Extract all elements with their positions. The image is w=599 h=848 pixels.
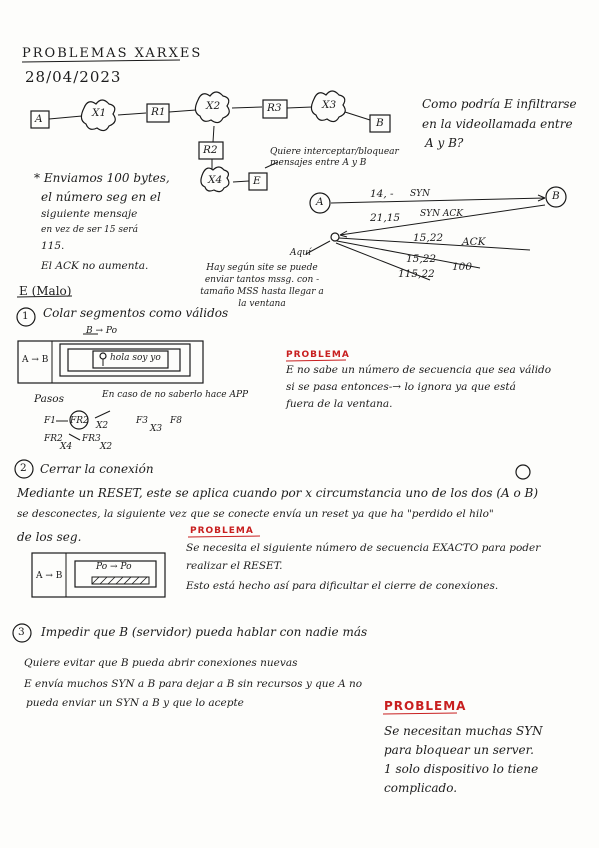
s3-text-2: E envía muchos SYN a B para dejar a B sin recursos y que A no <box>24 678 363 690</box>
s1-flow-fr2b: FR2 <box>44 434 63 444</box>
s2-problem-line-1: Se necesita el siguiente número de secuencia EXACTO para poder <box>186 542 541 554</box>
msg-data-bytes: 100 <box>452 261 473 273</box>
msg-synack-label: SYN ACK <box>420 209 463 219</box>
s1-flow-fr2: FR2 <box>70 416 89 426</box>
msg-data-seq: 15,22 <box>406 253 437 265</box>
s2-text-3: de los seg. <box>17 530 82 544</box>
s2-text-2: se desconectes, la siguiente vez que se conecte envía un reset ya que ha "perdido el hilo" <box>17 508 494 520</box>
s1-flow-f1: F1 <box>44 416 56 426</box>
node-a-label: A <box>35 113 43 125</box>
intercept-note: Quiere interceptar/bloquear mensajes entre A y B <box>270 147 399 168</box>
question-line-1: Como podría E infiltrarse <box>422 97 577 111</box>
msg-syn-seq: 14, - <box>370 188 394 200</box>
s2-diagram-popo: Po → Po <box>96 562 132 572</box>
msg-syn-label: SYN <box>410 189 430 199</box>
s1-flow-x2b: X2 <box>100 442 113 452</box>
s1-flow-f8: F8 <box>170 416 182 426</box>
s1-problem-line-1: E no sabe un número de secuencia que sea válido <box>286 364 552 376</box>
s2-problem-line-2: realizar el RESET. <box>186 560 283 572</box>
s1-flow-fr3: FR3 <box>82 434 101 444</box>
s2-title: Cerrar la conexión <box>40 462 154 476</box>
seq-note-6: El ACK no aumenta. <box>41 260 149 272</box>
s3-text-1: Quiere evitar que B pueda abrir conexiones nuevas <box>24 657 298 669</box>
node-x3-label: X3 <box>322 99 337 111</box>
note-ventana: Hay según site se puede enviar tantos mssg. con -tamaño MSS hasta llegar a la ventana <box>200 263 324 309</box>
msg-next-seq: 115,22 <box>398 268 435 280</box>
s1-flow-f3: F3 <box>136 416 148 426</box>
s1-title: Colar segmentos como válidos <box>43 306 229 320</box>
s3-problem-line-2: para bloquear un server. <box>384 743 534 757</box>
question-line-3: A y B? <box>425 136 464 150</box>
s3-problem-label: PROBLEMA <box>384 699 467 713</box>
s2-problem-label: PROBLEMA <box>190 526 254 536</box>
s1-number: 1 <box>22 310 29 322</box>
node-r2-label: R2 <box>203 144 218 156</box>
section-title: E (Malo) <box>19 284 72 298</box>
s2-text-1: Mediante un RESET, este se aplica cuando por x circumstancia uno de los dos (A o B) <box>17 486 539 500</box>
s3-title: Impedir que B (servidor) pueda hablar con nadie más <box>41 625 368 639</box>
s1-pasos: Pasos <box>34 393 64 405</box>
s1-pasos-note: En caso de no saberlo hace APP <box>102 390 249 400</box>
s1-diagram-bpo: B → Po <box>86 326 117 336</box>
node-r1-label: R1 <box>151 106 166 118</box>
node-x1-label: X1 <box>92 107 107 119</box>
seq-note-3: siguiente mensaje <box>41 208 138 220</box>
endpoint-a-label: A <box>316 196 324 208</box>
seq-note-1: * Enviamos 100 bytes, <box>34 171 170 185</box>
s3-text-3: pueda enviar un SYN a B y que lo acepte <box>26 697 244 709</box>
msg-synack-seq: 21,15 <box>370 212 401 224</box>
node-e-label: E <box>253 175 261 187</box>
msg-ack-label: ACK <box>462 236 486 248</box>
node-b-label: B <box>376 117 384 129</box>
node-r3-label: R3 <box>267 102 282 114</box>
seq-note-4: en vez de ser 15 será <box>41 225 138 235</box>
page-title: PROBLEMAS XARXES <box>22 46 203 61</box>
seq-note-5: 115. <box>41 240 65 252</box>
s1-problem-label: PROBLEMA <box>286 350 350 360</box>
page-date: 28/04/2023 <box>25 68 122 86</box>
s2-diagram-ab: A → B <box>36 571 63 581</box>
note-aqui: Aquí <box>290 248 311 258</box>
s1-diagram-hola: hola soy yo <box>110 353 161 363</box>
s1-problem-line-2: si se pasa entonces-→ lo ignora ya que está <box>286 381 516 393</box>
s2-number: 2 <box>20 462 27 474</box>
s1-flow-x4: X4 <box>60 442 73 452</box>
s3-number: 3 <box>18 626 25 638</box>
msg-ack-seq: 15,22 <box>413 232 444 244</box>
endpoint-b-label: B <box>552 190 560 202</box>
s3-problem-line-4: complicado. <box>384 781 458 795</box>
s1-flow-x2: X2 <box>96 421 109 431</box>
question-line-2: en la videollamada entre <box>422 117 573 131</box>
seq-note-2: el número seg en el <box>41 190 161 204</box>
s1-problem-line-3: fuera de la ventana. <box>286 398 393 410</box>
s3-problem-line-3: 1 solo dispositivo lo tiene <box>384 762 539 776</box>
s1-diagram-ab: A → B <box>22 355 49 365</box>
node-x4-label: X4 <box>208 174 223 186</box>
node-x2-label: X2 <box>206 100 221 112</box>
s3-problem-line-1: Se necesitan muchas SYN <box>384 724 543 738</box>
s2-problem-line-3: Esto está hecho así para dificultar el cierre de conexiones. <box>186 580 499 592</box>
s1-flow-x3: X3 <box>150 424 163 434</box>
